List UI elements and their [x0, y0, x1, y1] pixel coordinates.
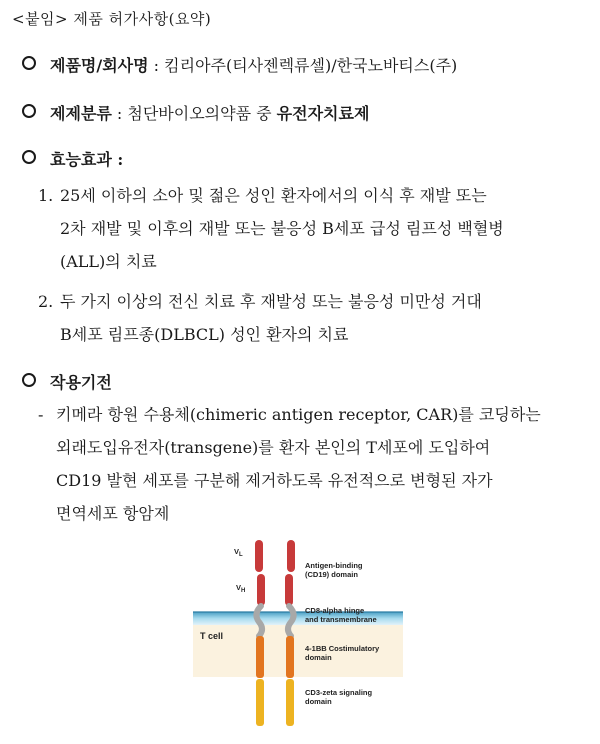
product-value: 킴리아주(티사젠렉류셀)/한국노바티스(주): [164, 56, 458, 75]
category-section: [22, 101, 369, 124]
vl-domain-left: [255, 540, 263, 572]
circle-bullet-icon: [22, 373, 36, 387]
indication-line: 2차 재발 및 이후의 재발 또는 불응성 B세포 급성 림프성 백혈병: [60, 219, 504, 238]
mechanism-text: [56, 398, 578, 530]
indication-line: B세포 림프종(DLBCL) 성인 환자의 치료: [60, 325, 349, 344]
category-separator: :: [111, 104, 128, 123]
indication-item-2: [60, 285, 578, 351]
cd3-domain-right: [286, 679, 294, 726]
antigen-binding-label: Antigen-binding (CD19) domain: [305, 561, 363, 579]
vl-domain-right: [287, 540, 295, 572]
vl-label: $V_L$: [234, 547, 243, 558]
category-label: 제제분류: [50, 104, 112, 123]
cd3-domain-left: [256, 679, 264, 726]
circle-bullet-icon: [22, 104, 36, 118]
indication-line: (ALL)의 치료: [60, 252, 157, 271]
indication-item-1: [60, 179, 578, 278]
mechanism-line: 키메라 항원 수용체(chimeric antigen receptor, CAR)를 코딩하는: [56, 405, 541, 424]
car-structure-diagram: [193, 528, 403, 740]
vh-label: $V_H$: [236, 583, 246, 594]
costim-domain-left: [256, 636, 264, 678]
vh-domain-left: [257, 574, 265, 606]
mechanism-line: 외래도입유전자(transgene)를 환자 본인의 T세포에 도입하여: [56, 438, 491, 457]
product-separator: :: [148, 56, 165, 75]
indication-line: 25세 이하의 소아 및 젊은 성인 환자에서의 이식 후 재발 또는: [60, 186, 487, 205]
hinge-label: CD8-alpha hinge and transmembrane: [305, 606, 377, 624]
mechanism-section: [22, 370, 112, 393]
product-label: 제품명/회사명: [50, 56, 149, 75]
indication-number-2: 2.: [38, 292, 54, 311]
mechanism-label: 작용기전: [50, 373, 112, 392]
circle-bullet-icon: [22, 150, 36, 164]
mechanism-line: 면역세포 항암제: [56, 504, 170, 523]
costim-domain-right: [286, 636, 294, 678]
indication-number-1: 1.: [38, 186, 54, 205]
cd3-zeta-label: CD3-zeta signaling domain: [305, 688, 373, 706]
t-cell-label: T cell: [200, 631, 224, 641]
dash-bullet: -: [38, 405, 44, 424]
circle-bullet-icon: [22, 56, 36, 70]
category-value-emphasis: 유전자치료제: [276, 104, 370, 123]
category-value: 첨단바이오의약품 중: [127, 104, 277, 123]
costimulatory-label: 4-1BB Costimulatory domain: [305, 644, 380, 662]
product-section: [22, 53, 457, 76]
indications-section: [22, 147, 123, 170]
vh-domain-right: [285, 574, 293, 606]
indication-line: 두 가지 이상의 전신 치료 후 재발성 또는 불응성 미만성 거대: [60, 292, 482, 311]
attachment-title: <붙임> 제품 허가사항(요약): [12, 10, 212, 28]
mechanism-line: CD19 발현 세포를 구분해 제거하도록 유전적으로 변형된 자가: [56, 471, 493, 490]
indications-label: 효능효과 :: [50, 150, 124, 169]
